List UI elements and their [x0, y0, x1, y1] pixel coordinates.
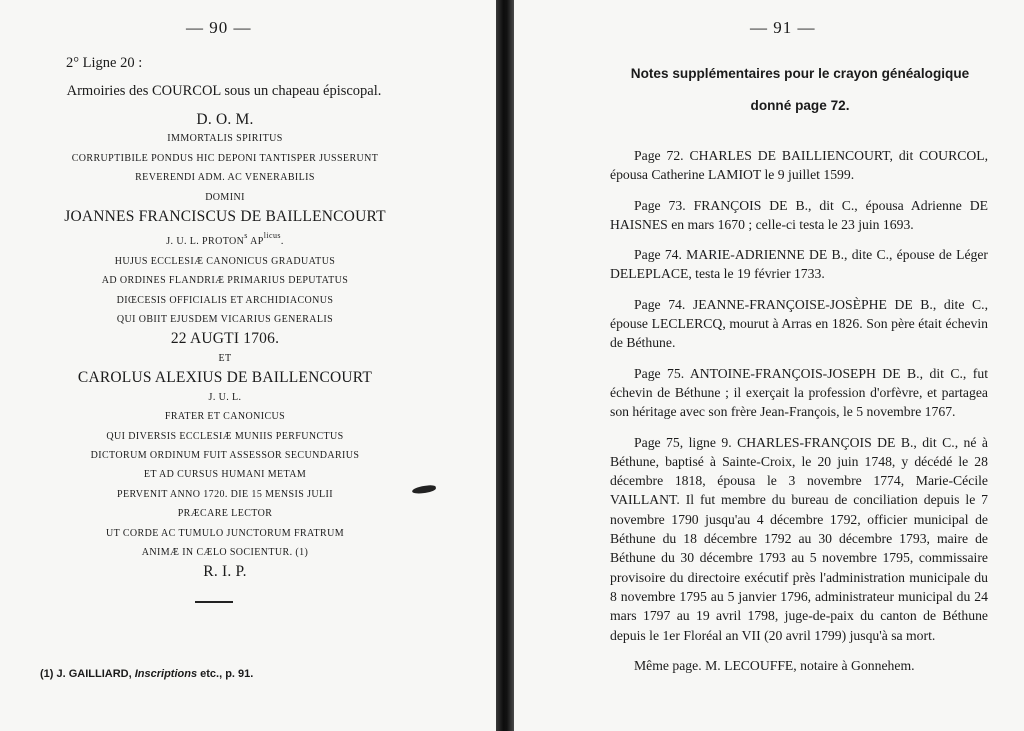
footnote: [40, 668, 253, 680]
inscription-line: DICTORUM ORDINUM FUIT ASSESSOR SECUNDARIUS: [90, 449, 360, 461]
inscription-line: PERVENIT ANNO 1720. DIE 15 MENSIS JULII: [116, 488, 333, 500]
aplicus-text: AP: [250, 236, 264, 248]
page-number-90: — 90 —: [186, 18, 252, 37]
ink-blot: [412, 484, 437, 494]
inscription-line: DOMINI: [205, 191, 245, 203]
inscription-line: CAROLUS ALEXIUS DE BAILLENCOURT: [77, 369, 373, 387]
line-reference: 2° Ligne 20 :: [66, 55, 143, 71]
note-paragraph: Page 75, ligne 9. CHARLES-FRANÇOIS DE B., dit C., né à Béthune, baptisé à Sainte-Croix, le 20 juin 1748, y décédé le 28 décembre 1818, épousa le 3 novembre 1774, Marie-Cécile VAILLANT. Il fut membre du bureau de conciliation depuis le 7 novembre 1790 jusqu'au 4 décembre 1792, officier municipal de Béthune du 18 décembre 1792 au 30 décembre 1793, maire de Béthune du 30 décembre 1793 au 5 novembre 1795, commissaire provisoire du directoire exécutif près l'administration municipale du 8 novembre 1795 au 5 janvier 1796, administrateur municipal du 24 mars 1797 au 19 avril 1798, juge-de-paix du canton de Béthune depuis le 1er Floréal an VII (20 avril 1799) jusqu'à sa mort.: [610, 434, 988, 643]
right-page: [514, 0, 1024, 731]
inscription-line: IMMORTALIS SPIRITUS: [167, 133, 283, 145]
inscription-line: J. U. L.: [208, 391, 242, 403]
inscription-line: QUI DIVERSIS ECCLESIÆ MUNIIS PERFUNCTUS: [106, 430, 344, 442]
note-paragraph: Page 72. CHARLES DE BAILLIENCOURT, dit COURCOL, épousa Catherine LAMIOT le 9 juillet 1599.: [610, 148, 988, 183]
footnote-suffix: etc., p. 91.: [200, 668, 254, 680]
notes-subtitle: donné page 72.: [750, 98, 850, 113]
note-paragraph: Même page. M. LECOUFFE, notaire à Gonnehem.: [634, 657, 915, 673]
footnote-rule: [195, 601, 233, 603]
inscription-line: DIŒCESIS OFFICIALIS ET ARCHIDIACONUS: [116, 294, 334, 306]
inscription-line: ET: [218, 352, 232, 364]
proton-superscript: s: [244, 231, 248, 241]
notes-title: Notes supplémentaires pour le crayon généalogique: [630, 66, 970, 81]
notes-body: [610, 146, 988, 686]
inscription-line: AD ORDINES FLANDRIÆ PRIMARIUS DEPUTATUS: [101, 275, 349, 287]
epitaph-inscription: [40, 110, 410, 582]
note-paragraph: Page 73. FRANÇOIS DE B., dit C., épousa Adrienne DE HAISNES en mars 1670 ; celle-ci testa le 23 juin 1693.: [610, 197, 988, 232]
book-gutter: [496, 0, 514, 731]
inscription-proton: J. U. L. PROTON: [166, 236, 245, 248]
page-number-91: — 91 —: [750, 18, 816, 37]
inscription-line: REVERENDI ADM. AC VENERABILIS: [135, 172, 315, 184]
note-paragraph: Page 74. MARIE-ADRIENNE DE B., dite C., épouse de Léger DELEPLACE, testa le 19 février 1733.: [610, 247, 988, 282]
inscription-line: HUJUS ECCLESIÆ CANONICUS GRADUATUS: [114, 255, 336, 267]
inscription-line: ET AD CURSUS HUMANI METAM: [143, 469, 307, 481]
inscription-line: R. I. P.: [203, 563, 247, 581]
inscription-line-proton: J. U. L. PROTON$^s$ $AP^{licus}$.: [166, 231, 284, 248]
armoiries-caption: Armoiries des COURCOL sous un chapeau épiscopal.: [66, 83, 382, 99]
note-paragraph: Page 74. JEANNE-FRANÇOISE-JOSÈPHE DE B., dite C., épouse LECLERCQ, mourut à Arras en 1826. Son père était échevin de Béthune.: [610, 296, 988, 351]
left-page: [0, 0, 498, 731]
inscription-line: CORRUPTIBILE PONDUS HIC DEPONI TANTISPER JUSSERUNT: [71, 152, 379, 164]
aplicus-superscript: licus: [263, 231, 281, 241]
note-paragraph: Page 75. ANTOINE-FRANÇOIS-JOSEPH DE B., dit C., fut échevin de Béthune ; il exerçait la profession d'orfèvre, et partagea son héritage avec son frère Jean-François, le 5 novembre 1767.: [610, 365, 988, 420]
inscription-line: UT CORDE AC TUMULO JUNCTORUM FRATRUM: [105, 527, 345, 539]
footnote-prefix: (1) J. GAILLIARD,: [40, 668, 132, 680]
inscription-line: 22 AUGTI 1706.: [170, 330, 280, 348]
footnote-italic: Inscriptions: [134, 668, 198, 680]
inscription-line: PRÆCARE LECTOR: [177, 508, 273, 520]
inscription-line: FRATER ET CANONICUS: [164, 411, 286, 423]
inscription-line: JOANNES FRANCISCUS DE BAILLENCOURT: [64, 208, 386, 226]
inscription-line: QUI OBIIT EJUSDEM VICARIUS GENERALIS: [116, 314, 334, 326]
inscription-line: ANIMÆ IN CÆLO SOCIENTUR. (1): [141, 546, 309, 558]
inscription-line: D. O. M.: [196, 111, 254, 128]
